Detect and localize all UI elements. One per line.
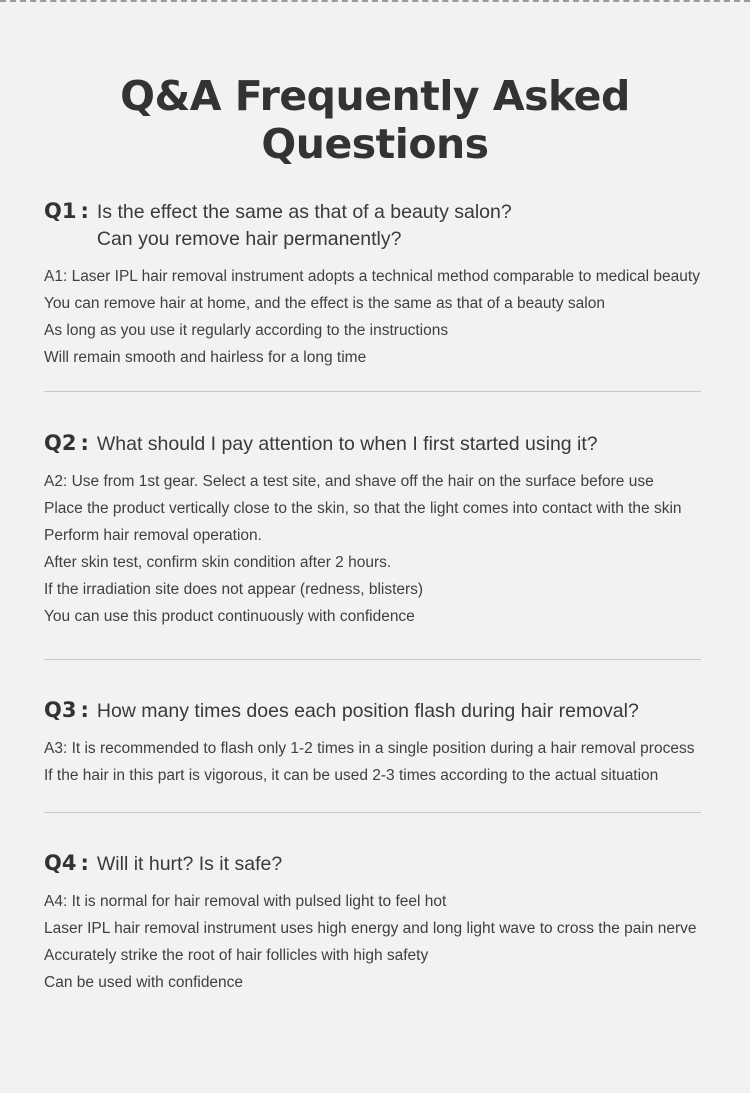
question-line: Is the effect the same as that of a beauty salon?: [96, 201, 512, 223]
answer-block: [44, 735, 724, 789]
answer-line: If the irradiation site does not appear (redness, blisters): [44, 581, 424, 598]
question-text: [97, 431, 598, 458]
faq-item-q4: [44, 851, 724, 996]
question-colon: :: [80, 431, 89, 455]
answer-line: You can use this product continuously with confidence: [44, 608, 415, 625]
question-line: Will it hurt? Is it safe?: [96, 853, 283, 875]
question-row: [44, 199, 724, 253]
question-line: Can you remove hair permanently?: [96, 228, 402, 250]
answer-line: If the hair in this part is vigorous, it can be used 2-3 times according to the actual situation: [44, 767, 659, 784]
question-colon: :: [80, 698, 89, 722]
top-dashed-border: [0, 0, 750, 2]
answer-line: A1: Laser IPL hair removal instrument adopts a technical method comparable to medical beauty: [44, 268, 700, 285]
question-row: [44, 431, 724, 458]
faq-item-q2: [44, 431, 724, 630]
question-number: Q1: [44, 199, 77, 223]
answer-line: Accurately strike the root of hair follicles with high safety: [44, 947, 429, 964]
question-number: Q4: [44, 851, 77, 875]
question-number: Q2: [44, 431, 77, 455]
section-divider: [44, 812, 701, 813]
answer-line: Place the product vertically close to the skin, so that the light comes into contact with the skin: [44, 500, 682, 517]
section-divider: [44, 391, 701, 392]
answer-line: Can be used with confidence: [44, 974, 244, 991]
answer-line: Will remain smooth and hairless for a long time: [44, 349, 367, 366]
answer-line: Laser IPL hair removal instrument uses high energy and long light wave to cross the pain nerve: [44, 920, 697, 937]
question-line: How many times does each position flash during hair removal?: [96, 700, 639, 722]
question-text: [97, 851, 282, 878]
answer-line: A4: It is normal for hair removal with pulsed light to feel hot: [44, 893, 447, 910]
question-row: [44, 698, 724, 725]
question-line: What should I pay attention to when I first started using it?: [96, 433, 598, 455]
question-colon: :: [80, 851, 89, 875]
page-title: Q&A Frequently Asked Questions: [120, 72, 630, 168]
question-number: Q3: [44, 698, 77, 722]
faq-item-q3: [44, 698, 724, 789]
answer-block: [44, 468, 724, 630]
answer-line: Perform hair removal operation.: [44, 527, 262, 544]
question-text: [97, 698, 639, 725]
answer-block: [44, 263, 724, 371]
answer-line: A3: It is recommended to flash only 1-2 times in a single position during a hair removal process: [44, 740, 695, 757]
answer-line: A2: Use from 1st gear. Select a test site, and shave off the hair on the surface before use: [44, 473, 654, 490]
answer-block: [44, 888, 724, 996]
question-row: [44, 851, 724, 878]
answer-line: You can remove hair at home, and the effect is the same as that of a beauty salon: [44, 295, 605, 312]
faq-item-q1: [44, 199, 724, 371]
question-text: [97, 199, 512, 253]
answer-line: After skin test, confirm skin condition after 2 hours.: [44, 554, 392, 571]
section-divider: [44, 659, 701, 660]
question-colon: :: [80, 199, 89, 223]
answer-line: As long as you use it regularly according to the instructions: [44, 322, 449, 339]
